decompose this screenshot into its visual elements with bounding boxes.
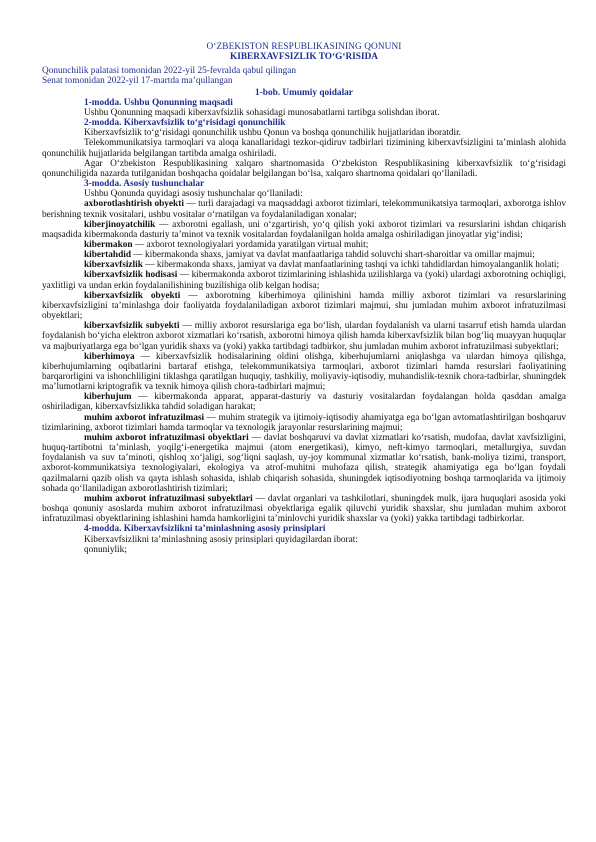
definition-item bbox=[42, 321, 566, 351]
adoption-line-2: Senat tomonidan 2022-yil 17-martda ma’qullangan bbox=[42, 76, 233, 87]
article-1-paragraph: Ushbu Qonunning maqsadi kiberxavfsizlik sohasidagi munosabatlarni tartibga solishdan iborat. bbox=[84, 107, 440, 118]
definition-item bbox=[42, 433, 566, 494]
article-2-paragraph-2: Telekommunikatsiya tarmoqlari va aloqa kanallaridagi tezkor-qidiruv tadbirlari tizimining kiberxavfsizligini ta’minlash alohida qonunchilik hujjatlarida belgilangan tartibda amalga oshiriladi. bbox=[42, 138, 566, 159]
definition-item bbox=[42, 413, 566, 433]
definition-term: muhim axborot infratuzilmasi bbox=[84, 412, 205, 423]
definition-text: — axborot texnologiyalari yordamida yaratilgan virtual muhit; bbox=[132, 239, 369, 250]
definition-text: — kibermakonda shaxs, jamiyat va davlat manfaatlarining tashqi va ichki tahdidlardan himoyalanganlik holati; bbox=[142, 260, 560, 271]
definition-term: muhim axborot infratuzilmasi obyektlari bbox=[84, 432, 249, 443]
article-4-first-item: qonuniylik; bbox=[84, 544, 127, 555]
definition-text: — kibermakonda shaxs, jamiyat va davlat manfaatlariga tahdid soluvchi shart-sharoitlar va omillar majmui; bbox=[131, 250, 535, 261]
definition-text: — davlat boshqaruvi va davlat xizmatlari ko‘rsatish, mudofaa, davlat xavfsizligini, huquq-tartibotni ta’minlash, yoqilg‘i-energetika majmui (atom energetikasi), kimyo, neft-kimyo tarmoqlari, metallurgiya, suvdan foydalanish va suv ta’minoti, qishloq xo‘jaligi, sog‘liqni saqlash, uy-joy kommunal xizmatlar ko‘rsatish, bank-moliya tizimi, transport, axborot-kommunikatsiya texnologiyalari, ekologiya va atrof-muhitni muhofaza qilish, strategik ahamiyatiga ega bo‘lgan foydali qazilmalarni qazib olish va qayta ishlash sohasida, ishlab chiqarish sohasida, shuningdek iqtisodiyotning boshqa tarmoqlarida va ijtimoiy sohada qo‘llaniladigan axborotlashtirish tizimlari; bbox=[42, 432, 566, 494]
definition-term: kibermakon bbox=[84, 239, 133, 250]
definition-term: axborotlashtirish obyekti bbox=[84, 199, 184, 210]
definition-text: — axborotni egallash, uni o‘zgartirish, yo‘q qilish yoki axborot tizimlari va resurslarini ishdan chiqarish maqsadida kibermakonda dasturiy ta’minot va texnik vositalardan foydalanilgan holda amalga oshiriladigan jinoyatlar yig‘indisi; bbox=[42, 219, 566, 240]
definition-term: kiberxavfsizlik hodisasi bbox=[84, 270, 178, 281]
definition-text: — axborotning kiberhimoya qilinishini hamda milliy axborot tizimlari va resurslarining kiberxavfsizligini ta’minlashga doir faoliyatda foydalaniladigan axborot tizimlari majmui, shu jumladan muhim axborot infratuzilmasi obyektlari; bbox=[42, 290, 566, 322]
article-2-paragraph-3: Agar O‘zbekiston Respublikasining xalqaro shartnomasida O‘zbekiston Respublikasining kiberxavfsizlik to‘g‘risidagi qonunchiligida nazarda tutilganidan boshqacha qoidalar belgilangan bo‘lsa, xalqaro shartnoma qoidalari qo‘llaniladi. bbox=[42, 158, 566, 179]
definition-term: kiberxavfsizlik bbox=[84, 260, 143, 271]
law-title: O‘ZBEKISTON RESPUBLIKASINING QONUNI bbox=[206, 42, 402, 52]
definition-term: kiberhujum bbox=[84, 392, 132, 403]
definition-item bbox=[42, 270, 566, 290]
article-1-title: 1-modda. Ushbu Qonunning maqsadi bbox=[84, 97, 233, 108]
definition-text: — kibermakonda apparat, apparat-dasturiy va dasturiy vositalardan foydalangan holda qasddan amalga oshiriladigan, kiberxavfsizlikka tahdid soladigan harakat; bbox=[42, 392, 566, 413]
definition-item bbox=[42, 240, 566, 250]
definition-item bbox=[42, 291, 566, 321]
article-4-title: 4-modda. Kiberxavfsizlikni ta’minlashning asosiy prinsiplari bbox=[84, 524, 326, 535]
definition-text: — milliy axborot resurslariga ega bo‘lish, ulardan foydalanish va ularni tasarruf etish hamda ulardan foydalanish bo‘yicha elektron axborot xizmatlari ko‘rsatish, axborotni himoya qilish hamda kiberxavfsizlik bilan bog‘liq muayyan huquqlar va majburiyatlarga ega bo‘lgan yuridik shaxs va (yoki) yakka tartibdagi tadbirkor, shu jumladan muhim axborot infratuzilmasi subyektlari; bbox=[42, 321, 566, 352]
definition-item bbox=[42, 260, 566, 270]
definition-item bbox=[42, 392, 566, 412]
definition-term: kiberjinoyatchilik bbox=[84, 219, 156, 230]
article-3-title: 3-modda. Asosiy tushunchalar bbox=[84, 179, 205, 190]
definition-item bbox=[42, 250, 566, 260]
definition-term: muhim axborot infratuzilmasi subyektlari bbox=[84, 493, 253, 504]
chapter-1-title: 1-bob. Umumiy qoidalar bbox=[255, 87, 353, 98]
definition-item bbox=[42, 352, 566, 393]
law-subtitle: KIBERXAVFSIZLIK TO‘G‘RISIDA bbox=[229, 52, 379, 63]
adoption-line-1: Qonunchilik palatasi tomonidan 2022-yil 25-fevralda qabul qilingan bbox=[42, 66, 297, 77]
definition-term: kiberhimoya bbox=[84, 351, 135, 362]
definition-text: — kiberxavfsizlik hodisalarining oldini olishga, kiberhujumlarni aniqlashga va ulardan himoya qilishga, kiberhujumlarning oqibatlarini bartaraf etishga, telekommunikatsiya tarmoqlari, axborot tizimlari hamda resurslari faoliyatining barqarorligini va ishonchliligini tiklashga qaratilgan huquqiy, tashkiliy, moliyaviy-iqtisodiy, muhandislik-texnik chora-tadbirlar, shuningdek ma’lumotlarni kriptografik va texnik himoya qilish chora-tadbirlari majmui; bbox=[42, 351, 566, 393]
definition-text: — davlat organlari va tashkilotlari, shuningdek mulk, ijara huquqlari asosida yoki boshqa qonuniy asoslarda muhim axborot infratuzilmasi obyektlariga egalik qiluvchi yuridik shaxslar, shu jumladan muhim axborot infratuzilmasi obyektlarining ishlashini hamda hamkorligini ta’minlovchi yuridik shaxslar va (yoki) yakka tartibdagi tadbirkorlar. bbox=[42, 493, 567, 525]
definition-term: kiberxavfsizlik subyekti bbox=[84, 321, 180, 332]
definitions-list bbox=[42, 199, 566, 524]
definition-item bbox=[42, 199, 566, 219]
definition-text: — muhim strategik va ijtimoiy-iqtisodiy ahamiyatga ega bo‘lgan avtomatlashtirilgan boshqaruv tizimlarining, axborot tizimlari hamda tarmoqlar va texnologik jarayonlar resurslarining majmui; bbox=[42, 412, 566, 433]
article-2-title: 2-modda. Kiberxavfsizlik to‘g‘risidagi qonunchilik bbox=[84, 118, 286, 129]
definition-term: kibertahdid bbox=[84, 250, 132, 261]
article-4-intro: Kiberxavfsizlikni ta’minlashning asosiy prinsiplari quyidagilardan iborat: bbox=[84, 534, 358, 545]
definition-item bbox=[42, 220, 566, 240]
definition-item bbox=[42, 494, 566, 524]
definition-term: kiberxavfsizlik obyekti bbox=[84, 290, 181, 301]
definition-text: — kibermakonda axborot tizimlarining ishlashida uzilishlarga va (yoki) ulardagi axborotning ochiqligi, yaxlitligi va undan erkin foydalanilishining buzilishiga olib kelgan hodisa; bbox=[42, 270, 566, 291]
definition-text: — turli darajadagi va maqsaddagi axborot tizimlari, telekommunikatsiya tarmoqlari, axborotga ishlov berishning texnik vositalari, ushbu vositalar o‘rnatilgan va foydalaniladigan xonalar; bbox=[42, 199, 566, 220]
article-3-intro: Ushbu Qonunda quyidagi asosiy tushunchalar qo‘llaniladi: bbox=[84, 189, 303, 200]
article-2-paragraph-1: Kiberxavfsizlik to‘g‘risidagi qonunchilik ushbu Qonun va boshqa qonunchilik hujjatlaridan iboratdir. bbox=[84, 128, 461, 139]
